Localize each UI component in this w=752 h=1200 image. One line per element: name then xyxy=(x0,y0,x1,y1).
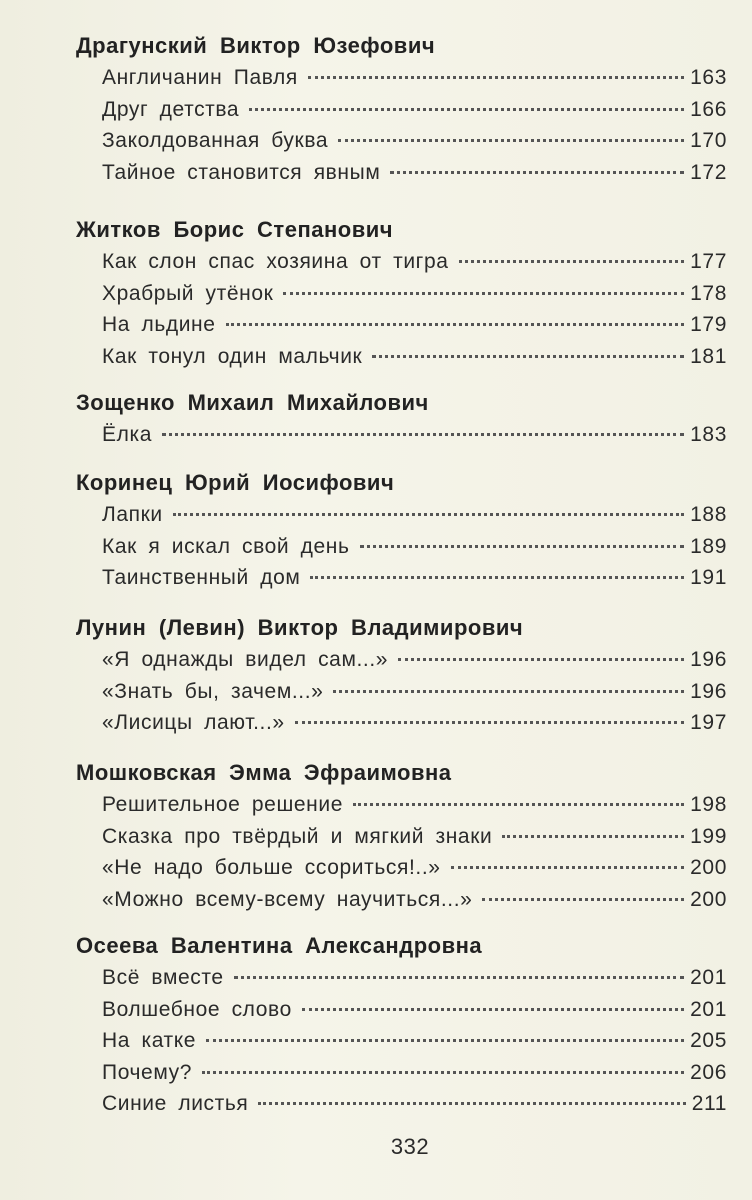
entry-title: Как я искал свой день xyxy=(102,534,350,558)
dot-leader xyxy=(308,76,684,79)
entry-title: На катке xyxy=(102,1029,197,1053)
entry-title: Таинственный дом xyxy=(102,566,301,590)
entry-title: На льдине xyxy=(102,313,216,337)
author-heading: Житков Борис Степанович xyxy=(76,217,394,242)
entry-page-number: 196 xyxy=(690,679,727,703)
entry-page-number: 181 xyxy=(690,344,727,368)
entry-page-number: 163 xyxy=(690,66,727,89)
entry-title: Как слон спас хозяина от тигра xyxy=(102,250,449,273)
dot-leader xyxy=(206,1039,684,1042)
entry-page-number: 201 xyxy=(690,997,727,1021)
author-heading: Осеева Валентина Александровна xyxy=(76,933,483,958)
dot-leader xyxy=(338,139,684,142)
entry-title: Синие листья xyxy=(102,1092,249,1116)
toc-entry xyxy=(102,129,727,159)
entry-title: «Я однажды видел сам...» xyxy=(102,648,389,671)
toc-entry xyxy=(102,566,727,596)
entry-title: Лапки xyxy=(102,503,163,526)
author-heading: Лунин (Левин) Виктор Владимирович xyxy=(76,615,524,640)
entry-page-number: 172 xyxy=(690,160,727,184)
author-heading: Мошковская Эмма Эфраимовна xyxy=(76,760,452,785)
toc-entry xyxy=(102,648,727,678)
toc-entry xyxy=(102,161,727,191)
entry-page-number: 211 xyxy=(691,1092,727,1116)
toc-entry xyxy=(102,711,727,741)
entry-title: Волшебное слово xyxy=(102,997,292,1021)
entry-title: «Не надо больше ссориться!..» xyxy=(102,856,441,880)
dot-leader xyxy=(459,260,685,263)
entry-title: Тайное становится явным xyxy=(102,160,381,184)
entry-page-number: 188 xyxy=(690,503,727,526)
entry-page-number: 201 xyxy=(690,966,727,989)
entry-page-number: 170 xyxy=(690,129,727,153)
entry-title: Друг детства xyxy=(102,97,240,121)
page-number: 332 xyxy=(390,1134,430,1159)
entry-page-number: 177 xyxy=(690,250,727,273)
dot-leader xyxy=(310,576,684,579)
toc-entry xyxy=(102,793,727,823)
entry-title: «Можно всему-всему научиться...» xyxy=(102,887,473,911)
author-heading: Драгунский Виктор Юзефович xyxy=(76,33,436,58)
entry-page-number: 196 xyxy=(690,648,727,671)
entry-title: «Лисицы лают...» xyxy=(102,711,285,735)
dot-leader xyxy=(234,976,685,979)
entry-title: Храбрый утёнок xyxy=(102,281,274,305)
entry-page-number: 183 xyxy=(690,423,727,446)
toc-entry xyxy=(102,1092,727,1122)
dot-leader xyxy=(398,658,684,661)
entry-page-number: 197 xyxy=(690,711,727,735)
entry-title: Заколдованная буква xyxy=(102,129,329,153)
entry-page-number: 200 xyxy=(690,887,727,911)
entry-title: Как тонул один мальчик xyxy=(102,344,363,368)
dot-leader xyxy=(390,171,684,174)
entry-page-number: 200 xyxy=(690,856,727,880)
toc-entry xyxy=(102,825,727,855)
toc-entry xyxy=(102,1061,727,1091)
entry-page-number: 199 xyxy=(690,824,727,848)
dot-leader xyxy=(249,108,684,111)
entry-title: Решительное решение xyxy=(102,793,343,816)
toc-entry xyxy=(102,966,727,996)
entry-page-number: 191 xyxy=(690,566,727,590)
toc-entry xyxy=(102,282,727,312)
dot-leader xyxy=(482,898,684,901)
dot-leader xyxy=(258,1102,685,1105)
entry-title: Всё вместе xyxy=(102,966,224,989)
dot-leader xyxy=(360,545,685,548)
dot-leader xyxy=(283,292,684,295)
dot-leader xyxy=(173,513,684,516)
toc-entry xyxy=(102,313,727,343)
dot-leader xyxy=(372,355,684,358)
dot-leader xyxy=(353,803,684,806)
dot-leader xyxy=(333,690,684,693)
toc-entry xyxy=(102,680,727,710)
toc-entry xyxy=(102,856,727,886)
toc-entry xyxy=(102,250,727,280)
entry-title: Англичанин Павля xyxy=(102,66,298,89)
toc-entry xyxy=(102,423,727,453)
toc-entry xyxy=(102,98,727,128)
toc-entry xyxy=(102,345,727,375)
entry-page-number: 166 xyxy=(690,97,727,121)
toc-entry xyxy=(102,1029,727,1059)
entry-page-number: 178 xyxy=(690,281,727,305)
author-heading: Коринец Юрий Иосифович xyxy=(76,470,395,495)
dot-leader xyxy=(162,433,684,436)
entry-page-number: 189 xyxy=(690,534,727,558)
dot-leader xyxy=(295,721,684,724)
entry-page-number: 198 xyxy=(690,793,727,816)
toc-entry xyxy=(102,66,727,96)
toc-entry xyxy=(102,503,727,533)
author-heading: Зощенко Михаил Михайлович xyxy=(76,390,429,415)
entry-page-number: 179 xyxy=(690,313,727,337)
dot-leader xyxy=(502,835,684,838)
entry-title: Почему? xyxy=(102,1060,192,1084)
dot-leader xyxy=(226,323,685,326)
toc-entry xyxy=(102,998,727,1028)
entry-page-number: 206 xyxy=(690,1060,727,1084)
toc-entry xyxy=(102,888,727,918)
dot-leader xyxy=(451,866,685,869)
entry-page-number: 205 xyxy=(690,1029,727,1053)
dot-leader xyxy=(202,1071,684,1074)
dot-leader xyxy=(302,1008,684,1011)
toc-entry xyxy=(102,535,727,565)
entry-title: «Знать бы, зачем...» xyxy=(102,679,324,703)
entry-title: Ёлка xyxy=(102,423,152,446)
entry-title: Сказка про твёрдый и мягкий знаки xyxy=(102,824,493,848)
